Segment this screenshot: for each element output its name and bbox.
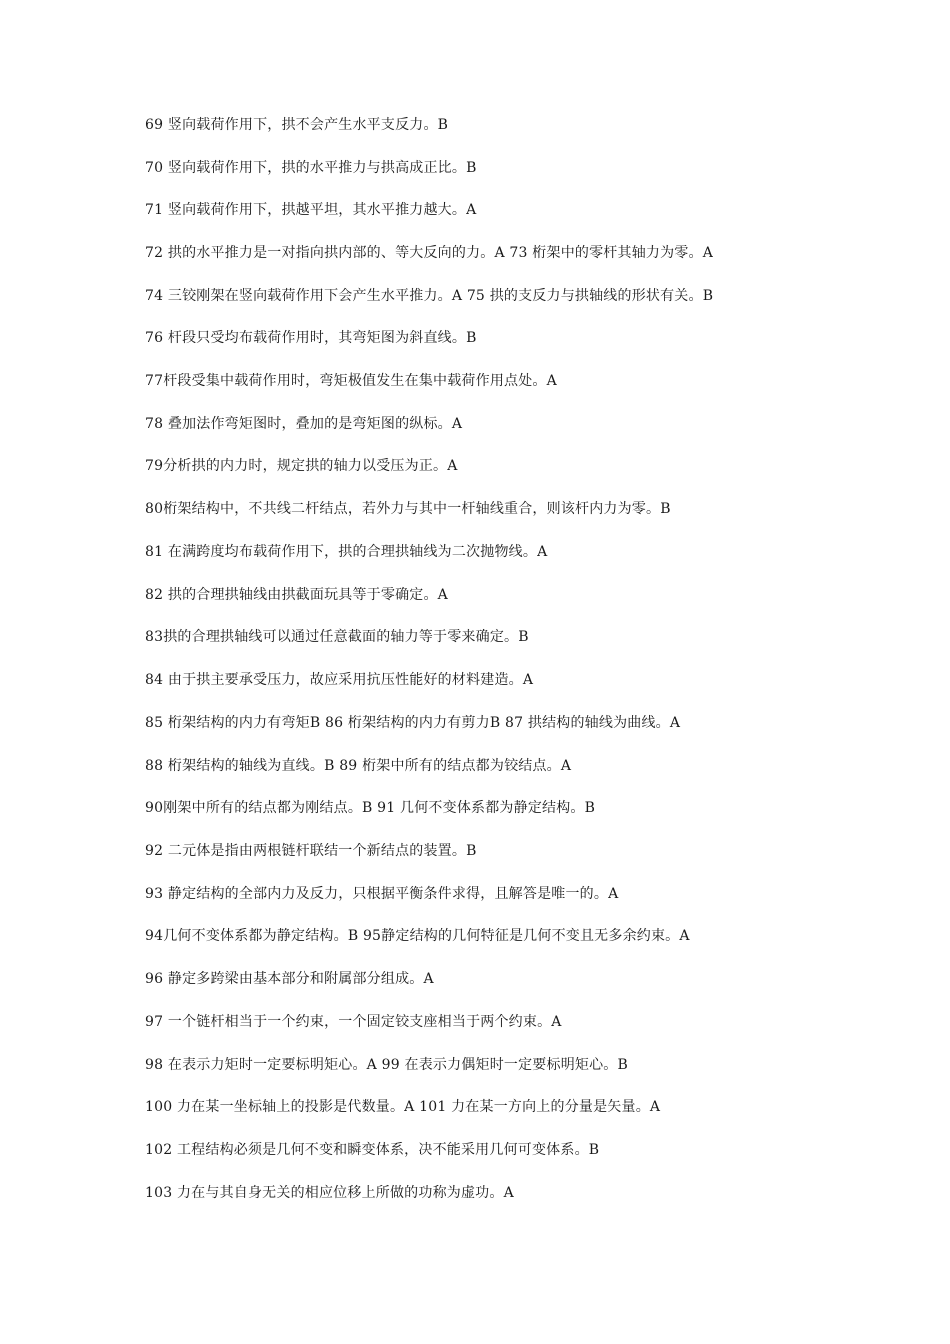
text-line-98-99: 98 在表示力矩时一定要标明矩心。A 99 在表示力偶矩时一定要标明矩心。B: [145, 1057, 628, 1073]
text-line-90-91: 90刚架中所有的结点都为刚结点。B 91 几何不变体系都为静定结构。B: [145, 800, 596, 816]
text-line-71: 71 竖向载荷作用下，拱越平坦，其水平推力越大。A: [145, 202, 477, 218]
text-line-96: 96 静定多跨梁由基本部分和附属部分组成。A: [145, 971, 434, 987]
text-line-100-101: 100 力在某一坐标轴上的投影是代数量。A 101 力在某一方向上的分量是矢量。A: [145, 1099, 661, 1115]
text-line-69: 69 竖向载荷作用下，拱不会产生水平支反力。B: [145, 117, 449, 133]
text-line-93: 93 静定结构的全部内力及反力，只根据平衡条件求得，且解答是唯一的。A: [145, 886, 619, 902]
text-line-85-87: 85 桁架结构的内力有弯矩B 86 桁架结构的内力有剪力B 87 拱结构的轴线为曲线。A: [145, 715, 681, 731]
text-line-74-75: 74 三铰刚架在竖向载荷作用下会产生水平推力。A 75 拱的支反力与拱轴线的形状有关。B: [145, 288, 714, 304]
text-line-77: 77杆段受集中载荷作用时，弯矩极值发生在集中载荷作用点处。A: [145, 373, 557, 389]
text-line-92: 92 二元体是指由两根链杆联结一个新结点的装置。B: [145, 843, 477, 859]
text-line-94-95: 94几何不变体系都为静定结构。B 95静定结构的几何特征是几何不变且无多余约束。A: [145, 928, 690, 944]
text-line-103: 103 力在与其自身无关的相应位移上所做的功称为虚功。A: [145, 1185, 514, 1201]
text-line-84: 84 由于拱主要承受压力，故应采用抗压性能好的材料建造。A: [145, 672, 534, 688]
text-line-97: 97 一个链杆相当于一个约束，一个固定铰支座相当于两个约束。A: [145, 1014, 562, 1030]
text-line-82: 82 拱的合理拱轴线由拱截面玩具等于零确定。A: [145, 587, 448, 603]
text-line-102: 102 工程结构必须是几何不变和瞬变体系，决不能采用几何可变体系。B: [145, 1142, 600, 1158]
text-line-88-89: 88 桁架结构的轴线为直线。B 89 桁架中所有的结点都为铰结点。A: [145, 758, 572, 774]
text-line-78: 78 叠加法作弯矩图时，叠加的是弯矩图的纵标。A: [145, 416, 463, 432]
text-line-81: 81 在满跨度均布载荷作用下，拱的合理拱轴线为二次抛物线。A: [145, 544, 548, 560]
text-line-76: 76 杆段只受均布载荷作用时，其弯矩图为斜直线。B: [145, 330, 477, 346]
text-line-70: 70 竖向载荷作用下，拱的水平推力与拱高成正比。B: [145, 160, 477, 176]
text-line-80: 80桁架结构中，不共线二杆结点，若外力与其中一杆轴线重合，则该杆内力为零。B: [145, 501, 671, 517]
text-line-83: 83拱的合理拱轴线可以通过任意截面的轴力等于零来确定。B: [145, 629, 529, 645]
text-line-79: 79分析拱的内力时，规定拱的轴力以受压为正。A: [145, 458, 458, 474]
text-line-72-73: 72 拱的水平推力是一对指向拱内部的、等大反向的力。A 73 桁架中的零杆其轴力为零。A: [145, 245, 713, 261]
